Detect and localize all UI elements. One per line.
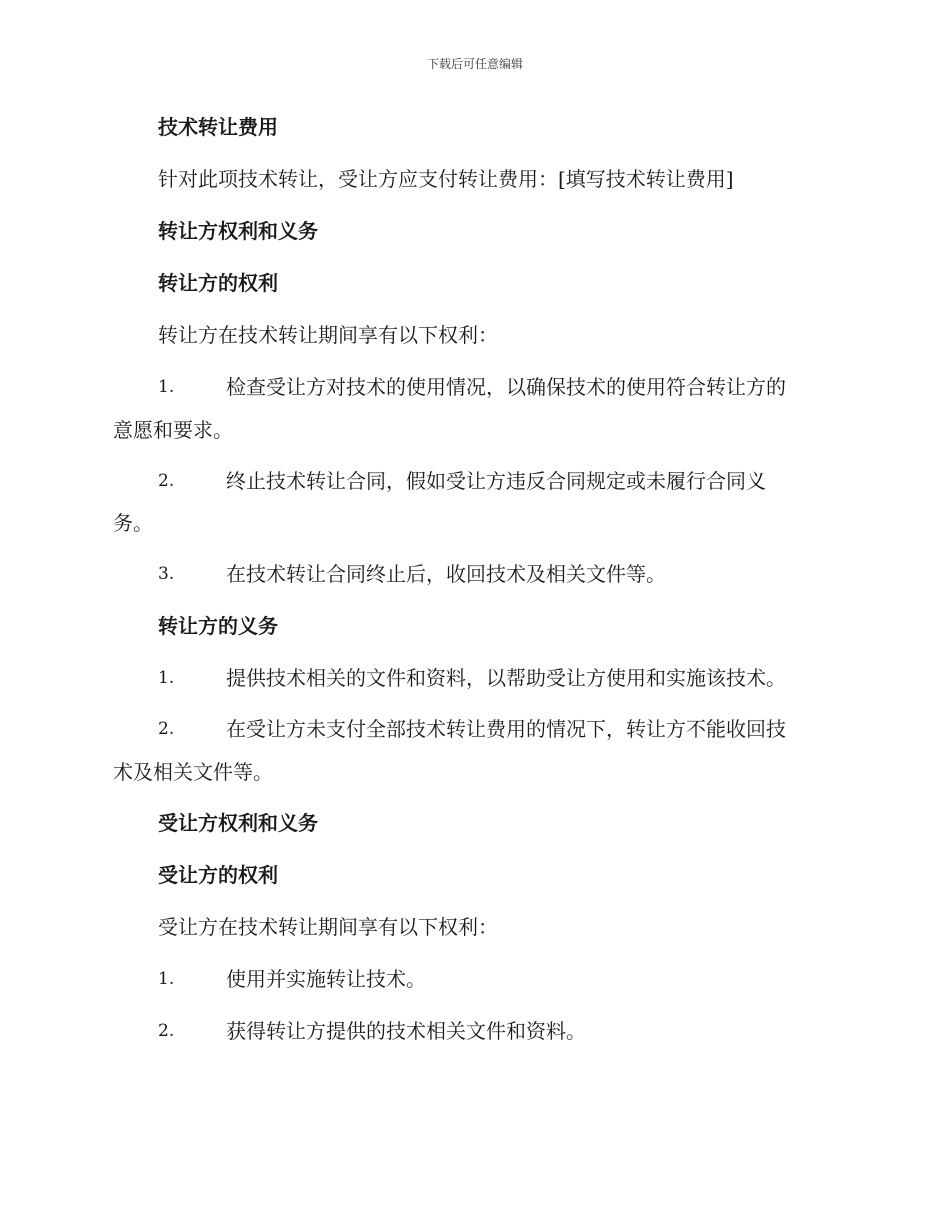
list-item-continuation: 术及相关文件等。: [113, 760, 273, 784]
fee-text: 针对此项技术转让，受让方应支付转让费用：[填写技术转让费用]: [158, 167, 734, 191]
list-item-text: 在技术转让合同终止后，收回技术及相关文件等。: [226, 562, 666, 586]
list-item-text: 终止技术转让合同，假如受让方违反合同规定或未履行合同义: [226, 469, 766, 493]
list-number: 2.: [158, 471, 175, 491]
transferee-heading: 受让方权利和义务: [158, 811, 318, 835]
transferor-heading: 转让方权利和义务: [158, 219, 318, 243]
list-item-continuation: 意愿和要求。: [113, 418, 233, 442]
list-number: 1.: [158, 377, 175, 397]
list-item-continuation: 务。: [113, 511, 153, 535]
transferee-rights-intro: 受让方在技术转让期间享有以下权利：: [158, 915, 498, 939]
transferor-duties-heading: 转让方的义务: [158, 614, 278, 638]
list-number: 1.: [158, 969, 175, 989]
list-item-text: 获得转让方提供的技术相关文件和资料。: [226, 1019, 586, 1043]
list-number: 1.: [158, 668, 175, 688]
fee-heading: 技术转让费用: [158, 115, 278, 139]
list-item-text: 检查受让方对技术的使用情况，以确保技术的使用符合转让方的: [226, 375, 786, 399]
transferor-rights-intro: 转让方在技术转让期间享有以下权利：: [158, 323, 498, 347]
list-number: 2.: [158, 1021, 175, 1041]
list-number: 3.: [158, 564, 175, 584]
list-item-text: 使用并实施转让技术。: [226, 967, 426, 991]
list-item-text: 在受让方未支付全部技术转让费用的情况下，转让方不能收回技: [226, 717, 786, 741]
page-header: 下载后可任意编辑: [426, 57, 523, 71]
list-number: 2.: [158, 719, 175, 739]
transferee-rights-heading: 受让方的权利: [158, 863, 278, 887]
transferor-rights-heading: 转让方的权利: [158, 271, 278, 295]
list-item-text: 提供技术相关的文件和资料，以帮助受让方使用和实施该技术。: [226, 666, 786, 690]
